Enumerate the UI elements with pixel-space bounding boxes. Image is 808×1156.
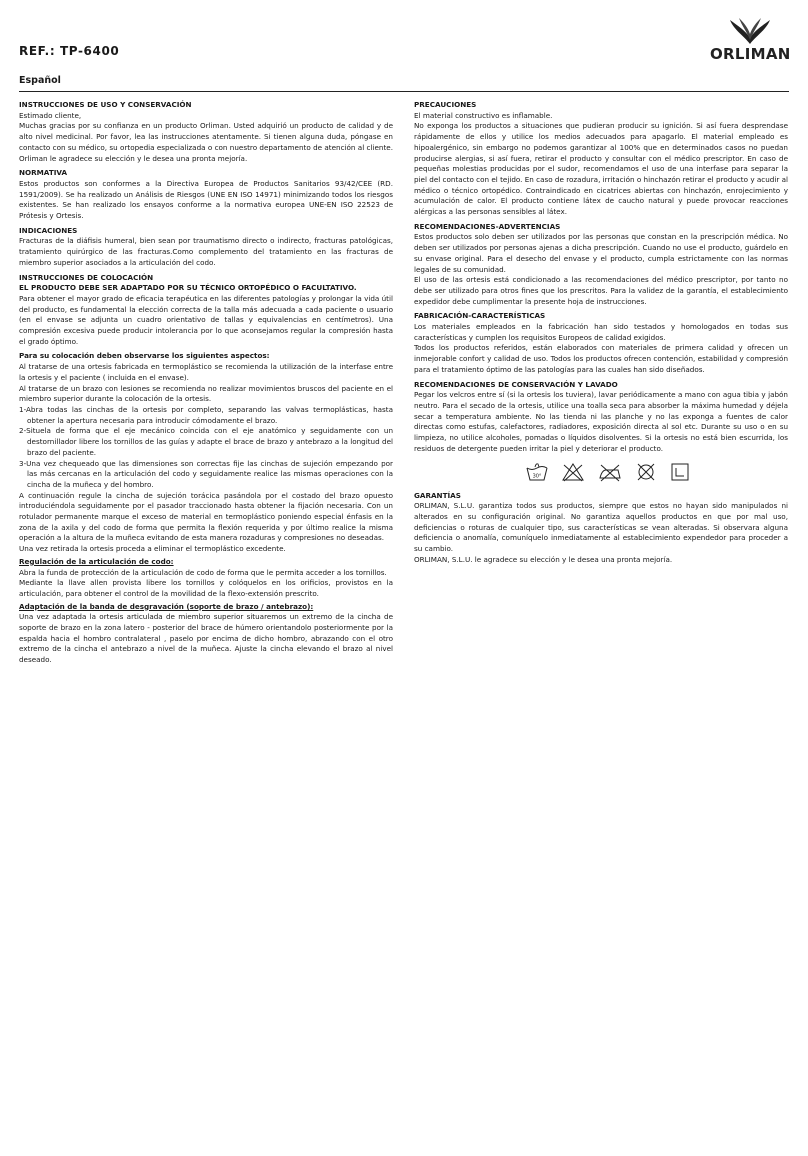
no-iron-icon [598, 462, 622, 486]
step-item: 1-Abra todas las cinchas de la ortesis por completo, separando las valvas termoplásticas, hasta obtener la apertura necesaria para introducir cómodamente el brazo. [19, 404, 393, 425]
section-title: FABRICACIÓN-CARACTERÍSTICAS [414, 311, 546, 321]
paragraph: ORLIMAN, S.L.U. garantiza todos sus productos, siempre que estos no hayan sido manipulados ni alterados en su configuración original. No garantiza aquellos productos en que por mal uso, deficiencias o roturas de cualquier tipo, sus características se vean alteradas. Si observara alguna deficiencia o anomalía, comuníquelo inmediatamente al establecimiento expendedor para proceder a su cambio. [414, 501, 788, 554]
paragraph: El material constructivo es inflamable. [414, 110, 553, 120]
step-item: 2-Situela de forma que el eje mecánico coincida con el eje anatómico y seguidamente con un destornillador libere los tornillos de las guías y adapte el brace de brazo y antebrazo a la longitud del brazo del paciente. [19, 426, 393, 457]
no-bleach-icon [562, 462, 584, 486]
right-column [414, 100, 788, 565]
language-title: Español [19, 75, 61, 86]
paragraph: El uso de las ortesis está condicionado a las recomendaciones del médico prescriptor, por tanto no debe ser utilizado para otros fines que los prescritos. Para la validez de la garantía, el establecimiento expedidor debe cumplimentar la presente hoja de instrucciones. [414, 275, 788, 306]
paragraph: ORLIMAN, S.L.U. le agradece su elección y le desea una pronta mejoría. [414, 554, 673, 564]
paragraph: A continuación regule la cincha de sujeción torácica pasándola por el costado del brazo opuesto introduciéndola seguidamente por el pasador traccionado hasta obtener la fijación necesaria. Con un rotulador permanente marque el exceso de material en termoplástico poniendo especial énfasis en la zona de la axila y del codo de forma que permita la flexión requerida y por último realice la misma operación a la altura de la muñeca evitando de esta manera rozaduras y compresiones no deseadas. [19, 490, 393, 543]
orliman-logo-icon [730, 18, 770, 44]
paragraph: Al tratarse de un brazo con lesiones se recomienda no realizar movimientos bruscos del paciente en el miembro superior durante la colocación de la ortesis. [19, 383, 393, 404]
paragraph: Una vez retirada la ortesis proceda a eliminar el termoplástico excedente. [19, 544, 286, 554]
paragraph: Los materiales empleados en la fabricación han sido testados y homologados en todas sus características y cumplen los requisitos Europeos de calidad exigidos. [414, 322, 788, 342]
section-title: PRECAUCIONES [414, 100, 477, 109]
paragraph: Estimado cliente, [19, 110, 82, 120]
brand-name: ORLIMAN [710, 45, 791, 63]
paragraph: Estos productos solo deben ser utilizados por las personas que constan en la prescripción médica. No deben ser utilizados por personas ajenas a dicha prescripción. Cuando no use el producto, guárdelo en su envase original. Para el desecho del envase y el producto, cumpla estrictamente con las normas legales de su comunidad. [414, 232, 788, 274]
section-title: GARANTÍAS [414, 490, 461, 500]
warning-line: EL PRODUCTO DEBE SER ADAPTADO POR SU TÉCNICO ORTOPÉDICO O FACULTATIVO. [19, 283, 357, 293]
paragraph: No exponga los productos a situaciones que pudieran producir su ignición. Si así fuera desprendase rápidamente de ellos y utilice los medios adecuados para apagarlo. El material empleado es hipoalergénico, sin embargo no podemos garantizar al 100% que en determinados casos no puedan producirse alergias, si así fuera, retirar el producto y consultar con el médico prescriptor. En caso de pequeñas molestias producidas por el sudor, recomendamos el uso de una interfase para separar la piel del contacto con el tejido. En caso de rozadura, irritación o hinchazón retirar el producto y acudir al médico o técnico ortopédico. Contraindicado en cicatrices abiertas con hinchazón, enrojecimiento y acumulación de calor. El producto contiene látex de caucho natural y puede provocar reacciones alérgicas a las personas sensibles al látex. [414, 121, 788, 217]
svg-text:30°: 30° [532, 473, 542, 480]
reference-number: REF.: TP-6400 [19, 44, 120, 58]
header-divider [19, 91, 789, 92]
hand-wash-30-icon [526, 462, 548, 486]
orliman-logo [710, 18, 790, 63]
section-title: INSTRUCCIONES DE USO Y CONSERVACIÓN [19, 100, 192, 109]
section-title: RECOMENDACIONES DE CONSERVACIÓN Y LAVADO [414, 379, 618, 389]
section-title: NORMATIVA [19, 168, 68, 178]
section-title: INDICACIONES [19, 225, 78, 235]
care-symbols [526, 463, 788, 485]
paragraph: Una vez adaptada la ortesis articulada de miembro superior situaremos un extremo de la cincha de soporte de brazo en la zona latero - posterior del brace de húmero orientandolo posteriormente por la espalda hacia el hombro contralateral , paselo por encima de dicho hombro, abrazando con el otro extremo de la cincha el antebrazo a nivel de la muñeca. Ajuste la cincha elevando el brazo al nivel deseado. [19, 612, 393, 665]
paragraph: Fracturas de la diáfisis humeral, bien sean por traumatismo directo o indirecto, fracturas patológicas, tratamiento quirúrgico de las fracturas.Como complemento del tratamiento en las fracturas de miembro superior asociados a la articulación del codo. [19, 236, 393, 267]
step-item: 3-Una vez chequeado que las dimensiones son correctas fije las cinchas de sujeción empezando por las más cercanas en la articulación del codo y seguidamente realice las mismas operaciones con la cincha de la muñeca y del hombro. [19, 458, 393, 489]
paragraph: Estos productos son conformes a la Directiva Europea de Productos Sanitarios 93/42/CEE (RD. 1591/2009). Se ha realizado un Análisis de Riesgos (UNE EN ISO 14971) minimizando todos los riesgos existentes. Se han realizado los ensayos conforme a la normativa europea UNE-EN ISO 22523 de Prótesis y Ortesis. [19, 178, 393, 221]
subsection-title: Regulación de la articulación de codo: [19, 556, 174, 566]
paragraph: Muchas gracias por su confianza en un producto Orliman. Usted adquirió un producto de calidad y de alto nivel medicinal. Por favor, lea las instrucciones atentamente. Si tienen alguna duda, póngase en contacto con su médico, su ortopedia especializada o con nuestro departamento de atención al cliente. Orliman le agradece su elección y le desea una pronta mejoría. [19, 121, 393, 163]
paragraph: Pegar los velcros entre sí (si la ortesis los tuviera), lavar periódicamente a mano con agua tibia y jabón neutro. Para el secado de la ortesis, utilice una toalla seca para absorber la máxima humedad y déjela secar a temperatura ambiente. No las tienda ni las planche y no las exponga a fuentes de calor directas como estufas, calefactores, radiadores, exposición directa al sol etc. Durante su uso o en su limpieza, no utilice alcoholes, pomadas o líquidos disolventes. Si la ortesis no está bien escurrida, los residuos de detergente pueden irritar la piel y deteriorar el producto. [414, 390, 788, 453]
left-column [19, 100, 393, 666]
paragraph: Para obtener el mayor grado de eficacia terapéutica en las diferentes patologías y prolongar la vida útil del producto, es fundamental la elección correcta de la talla más adecuada a cada paciente o usuario (en el envase se adjunta un cuadro orientativo de tallas y equivalencias en centímetros). Una compresión excesiva puede producir intolerancia por lo que aconsejamos regular la compresión hasta el grado óptimo. [19, 293, 393, 346]
no-dry-clean-icon [636, 462, 656, 486]
subsection-title: Adaptación de la banda de desgravación (soporte de brazo / antebrazo): [19, 601, 314, 611]
no-tumble-dry-icon [670, 462, 690, 486]
paragraph: Al tratarse de una ortesis fabricada en termoplástico se recomienda la utilización de la interfase entre la ortesis y el paciente ( incluida en el envase). [19, 362, 393, 382]
section-title: INSTRUCCIONES DE COLOCACIÓN [19, 272, 154, 282]
section-title: RECOMENDACIONES-ADVERTENCIAS [414, 221, 561, 231]
section-title: Para su colocación deben observarse los siguientes aspectos: [19, 351, 270, 361]
paragraph: Todos los productos referidos, están elaborados con materiales de primera calidad y ofrecen un inmejorable confort y calidad de uso. Todos los productos ofrecen contención, estabilidad y compresión para el tratamiento óptimo de las patologías para las cuales han sido diseñados. [414, 343, 788, 374]
paragraph: Abra la funda de protección de la articulación de codo de forma que le permita acceder a los tornillos. [19, 567, 387, 577]
paragraph: Mediante la llave allen provista libere los tornillos y colóquelos en los orificios, provistos en la articulación, para obtener el control de la movilidad de la flexo-extensión prescrito. [19, 578, 393, 598]
